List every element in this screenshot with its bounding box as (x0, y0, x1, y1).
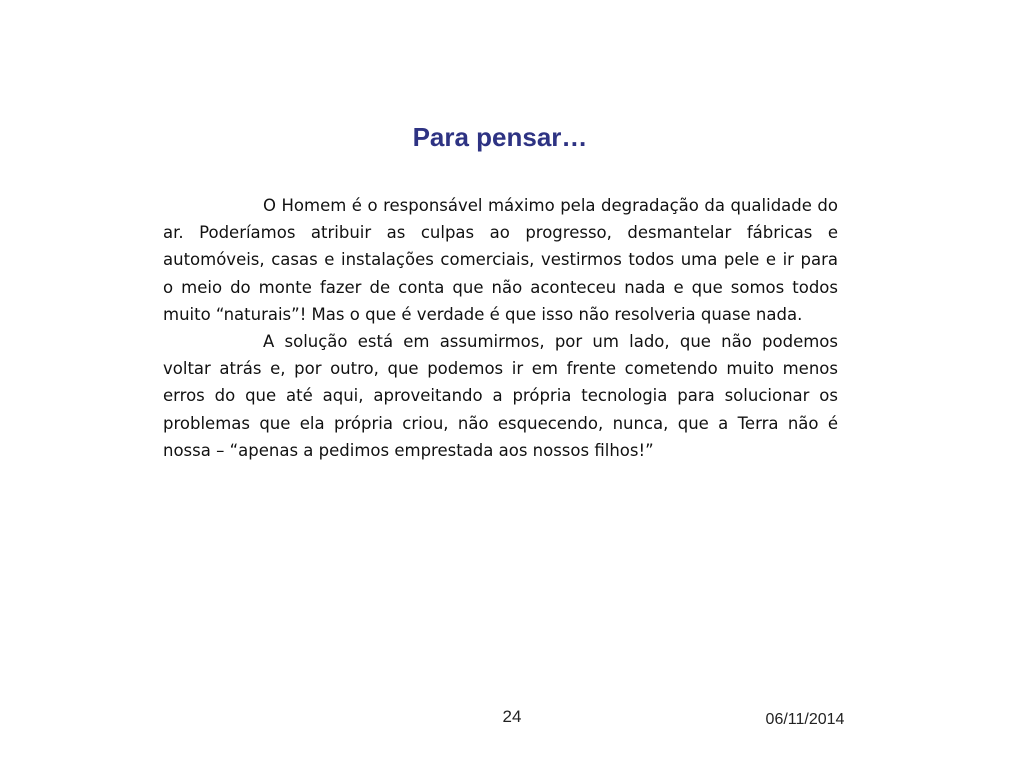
footer-date: 06/11/2014 (765, 711, 845, 728)
page-number: 24 (502, 707, 522, 726)
slide-title: Para pensar… (412, 122, 588, 152)
paragraph: A solução está em assumirmos, por um lado, que não podemos voltar atrás e, por outro, que podemos ir em frente cometendo muito menos erros do que até aqui, aproveitando a própria tecnologia para solucionar os problemas que ela própria criou, não esquecendo, nunca, que a Terra não é nossa – “apenas a pedimos emprestada aos nossos filhos!” (163, 332, 838, 460)
paragraph: O Homem é o responsável máximo pela degradação da qualidade do ar. Poderíamos atribuir as culpas ao progresso, desmantelar fábricas e automóveis, casas e instalações comerciais, vestirmos todos uma pele e ir para o meio do monte fazer de conta que não aconteceu nada e que somos todos muito “naturais”! Mas o que é verdade é que isso não resolveria quase nada. (163, 196, 838, 324)
body-text (163, 192, 838, 464)
